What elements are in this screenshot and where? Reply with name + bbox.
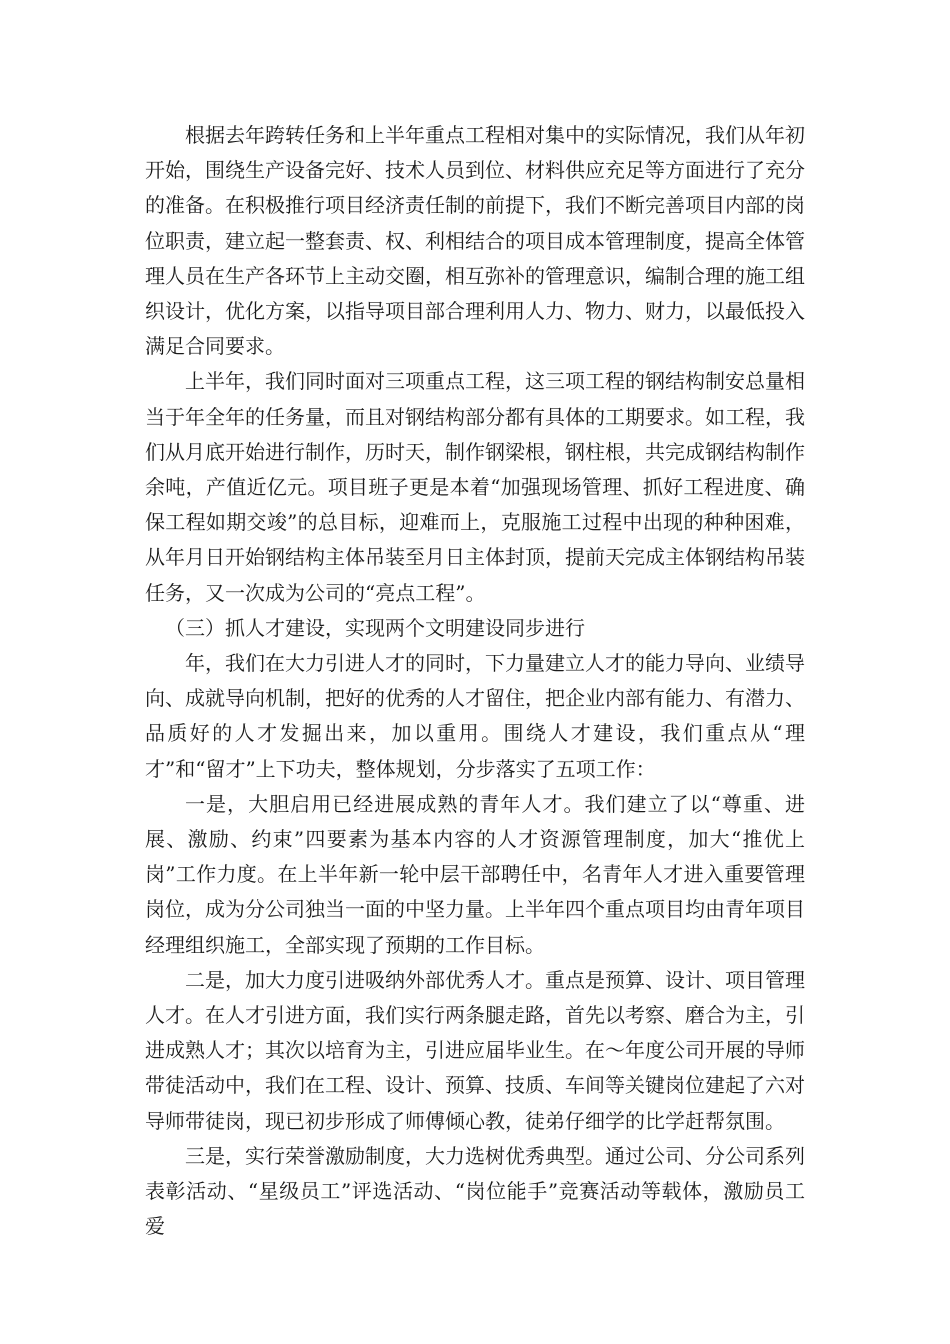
- paragraph-external-talent: 二是，加大力度引进吸纳外部优秀人才。重点是预算、设计、项目管理人才。在人才引进方面，我们实行两条腿走路，首先以考察、磨合为主，引进成熟人才；其次以培育为主，引进应届毕业生。在～年度公司开展的导师带徒活动中，我们在工程、设计、预算、技质、车间等关键岗位建起了六对导师带徒岗，现已初步形成了师傅倾心教，徒弟仔细学的比学赶帮氛围。: [145, 967, 805, 1133]
- section-heading-talent: （三）抓人才建设，实现两个文明建设同步进行: [165, 615, 585, 640]
- paragraph-young-talent: 一是，大胆启用已经进展成熟的青年人才。我们建立了以“尊重、进展、激励、约束”四要素为基本内容的人才资源管理制度，加大“推优上岗”工作力度。在上半年新一轮中层干部聘任中，名青年人才进入重要管理岗位，成为分公司独当一面的中坚力量。上半年四个重点项目均由青年项目经理组织施工，全部实现了预期的工作目标。: [145, 791, 805, 957]
- paragraph-talent-overview: 年，我们在大力引进人才的同时，下力量建立人才的能力导向、业绩导向、成就导向机制，把好的优秀的人才留住，把企业内部有能力、有潜力、品质好的人才发掘出来，加以重用。围绕人才建设，我们重点从“理才”和“留才”上下功夫，整体规划，分步落实了五项工作：: [145, 651, 805, 781]
- document-page: [145, 118, 805, 1245]
- paragraph-preparation: 根据去年跨转任务和上半年重点工程相对集中的实际情况，我们从年初开始，围绕生产设备完好、技术人员到位、材料供应充足等方面进行了充分的准备。在积极推行项目经济责任制的前提下，我们不断完善项目内部的岗位职责，建立起一整套责、权、利相结合的项目成本管理制度，提高全体管理人员在生产各环节上主动交圈，相互弥补的管理意识，编制合理的施工组织设计，优化方案，以指导项目部合理利用人力、物力、财力，以最低投入满足合同要求。: [145, 123, 805, 359]
- paragraph-honor-incentive: 三是，实行荣誉激励制度，大力选树优秀典型。通过公司、分公司系列表彰活动、“星级员工”评选活动、“岗位能手”竞赛活动等载体，激励员工爱: [145, 1143, 805, 1239]
- paragraph-key-projects: 上半年，我们同时面对三项重点工程，这三项工程的钢结构制安总量相当于年全年的任务量，而且对钢结构部分都有具体的工期要求。如工程，我们从月底开始进行制作，历时天，制作钢梁根，钢柱根，共完成钢结构制作余吨，产值近亿元。项目班子更是本着“加强现场管理、抓好工程进度、确保工程如期交竣”的总目标，迎难而上，克服施工过程中出现的种种困难，从年月日开始钢结构主体吊装至月日主体封顶，提前天完成主体钢结构吊装任务，又一次成为公司的“亮点工程”。: [145, 369, 805, 605]
